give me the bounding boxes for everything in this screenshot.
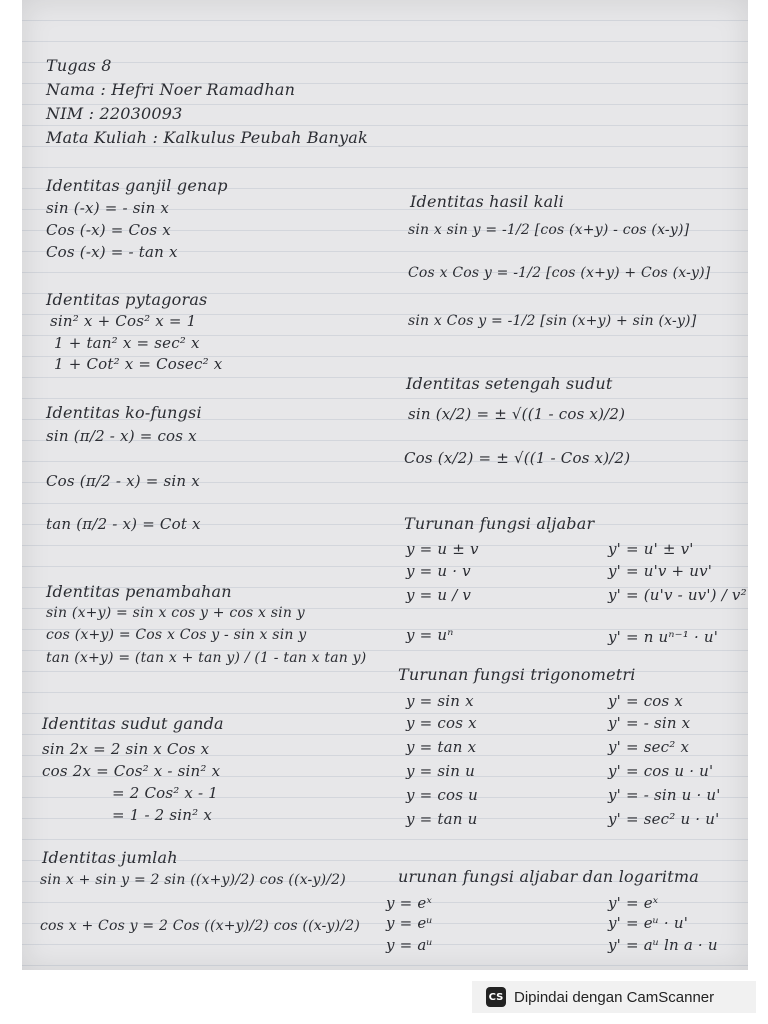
formula-line: y = sin x <box>406 692 474 710</box>
formula-line: y' = aᵘ ln a · u <box>608 936 718 954</box>
section-title-sudut-ganda: Identitas sudut ganda <box>42 714 224 733</box>
course-name: Mata Kuliah : Kalkulus Peubah Banyak <box>46 128 368 147</box>
section-title-penambahan: Identitas penambahan <box>46 582 232 601</box>
section-title-turunan-aljabar: Turunan fungsi aljabar <box>404 514 595 533</box>
formula-line: Cos (x/2) = ± √((1 - Cos x)/2) <box>404 449 631 467</box>
formula-line: y = eˣ <box>386 894 432 912</box>
formula-line: y = aᵘ <box>386 936 433 954</box>
formula-line: sin (x/2) = ± √((1 - cos x)/2) <box>408 405 626 423</box>
section-title-turunan-logaritma: urunan fungsi aljabar dan logaritma <box>398 867 699 886</box>
formula-line: sin² x + Cos² x = 1 <box>50 312 197 330</box>
formula-line: tan (x+y) = (tan x + tan y) / (1 - tan x tan y) <box>46 650 367 666</box>
formula-line: tan (π/2 - x) = Cot x <box>46 515 201 533</box>
formula-line: sin (π/2 - x) = cos x <box>46 427 197 445</box>
formula-line: y = tan x <box>406 738 477 756</box>
formula-line: Cos x Cos y = -1/2 [cos (x+y) + Cos (x-y)] <box>408 265 711 281</box>
formula-line: y = uⁿ <box>406 626 454 644</box>
student-name: Nama : Hefri Noer Ramadhan <box>46 80 296 99</box>
formula-line: y' = n uⁿ⁻¹ · u' <box>608 628 719 646</box>
formula-line: Cos (-x) = Cos x <box>46 221 171 239</box>
formula-line: cos 2x = Cos² x - sin² x <box>42 762 221 780</box>
formula-line: 1 + Cot² x = Cosec² x <box>54 355 223 373</box>
formula-line: y' = u' ± v' <box>608 540 694 558</box>
formula-line: y = cos x <box>406 714 477 732</box>
formula-line: 1 + tan² x = sec² x <box>54 334 200 352</box>
formula-line: y' = - sin x <box>608 714 691 732</box>
assignment-number: Tugas 8 <box>46 56 112 75</box>
section-title-ganjil-genap: Identitas ganjil genap <box>46 176 228 195</box>
formula-line: y = eᵘ <box>386 914 433 932</box>
formula-line: sin 2x = 2 sin x Cos x <box>42 740 210 758</box>
formula-line: sin x Cos y = -1/2 [sin (x+y) + sin (x-y)] <box>408 313 697 329</box>
formula-line: y' = (u'v - uv') / v² <box>608 586 747 604</box>
formula-line: y' = sec² x <box>608 738 690 756</box>
camscanner-watermark <box>472 981 756 1013</box>
formula-line: y = u · v <box>406 562 471 580</box>
formula-line: y = sin u <box>406 762 475 780</box>
formula-line: Cos (π/2 - x) = sin x <box>46 472 200 490</box>
section-title-hasil-kali: Identitas hasil kali <box>410 192 564 211</box>
formula-line: = 1 - 2 sin² x <box>112 806 212 824</box>
formula-line: sin x + sin y = 2 sin ((x+y)/2) cos ((x-y)/2) <box>40 872 346 888</box>
formula-line: y' = eᵘ · u' <box>608 914 689 932</box>
formula-line: y' = sec² u · u' <box>608 810 720 828</box>
formula-line: sin x sin y = -1/2 [cos (x+y) - cos (x-y)] <box>408 222 690 238</box>
formula-line: = 2 Cos² x - 1 <box>112 784 219 802</box>
student-nim: NIM : 22030093 <box>46 104 183 123</box>
formula-line: Cos (-x) = - tan x <box>46 243 178 261</box>
camscanner-text: Dipindai dengan CamScanner <box>514 988 715 1006</box>
section-title-turunan-trigonometri: Turunan fungsi trigonometri <box>398 665 636 684</box>
formula-line: cos (x+y) = Cos x Cos y - sin x sin y <box>46 627 307 643</box>
formula-line: y = tan u <box>406 810 478 828</box>
formula-line: y' = eˣ <box>608 894 659 912</box>
formula-line: y = u / v <box>406 586 472 604</box>
formula-line: y' = cos u · u' <box>608 762 714 780</box>
camscanner-logo-icon: CS <box>486 987 506 1007</box>
section-title-setengah-sudut: Identitas setengah sudut <box>406 374 613 393</box>
section-title-jumlah: Identitas jumlah <box>42 848 178 867</box>
section-title-pytagoras: Identitas pytagoras <box>46 290 208 309</box>
formula-line: y = u ± v <box>406 540 479 558</box>
formula-line: y' = cos x <box>608 692 684 710</box>
formula-line: y' = - sin u · u' <box>608 786 721 804</box>
formula-line: sin (-x) = - sin x <box>46 199 170 217</box>
formula-line: y' = u'v + uv' <box>608 562 713 580</box>
formula-line: cos x + Cos y = 2 Cos ((x+y)/2) cos ((x-y)/2) <box>40 918 361 934</box>
formula-line: sin (x+y) = sin x cos y + cos x sin y <box>46 605 305 621</box>
formula-line: y = cos u <box>406 786 478 804</box>
section-title-kofungsi: Identitas ko-fungsi <box>46 403 202 422</box>
